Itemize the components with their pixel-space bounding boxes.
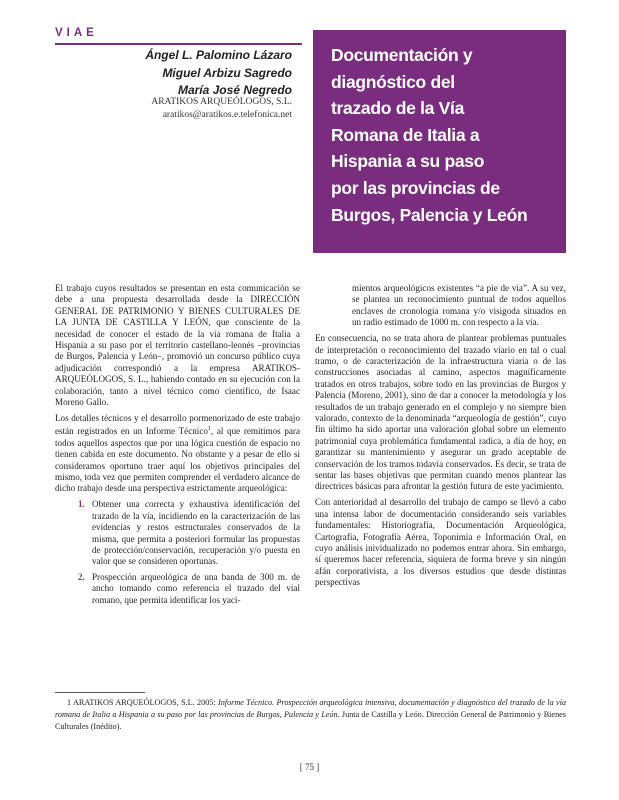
- author-name: María José Negredo: [177, 83, 292, 97]
- list-item: [55, 572, 300, 606]
- footnote-author: ARATIKOS ARQUEÓLOGOS, S.L. 2005:: [73, 698, 218, 707]
- footnote-reference: 1: [207, 426, 211, 433]
- author-name: Miguel Arbizu Sagredo: [162, 65, 292, 80]
- footnote: [55, 697, 566, 733]
- paragraph-text: , al que remitimos para todos aquellos aspectos que por una lógica cuestión de espacio no tienen cabida en este documento. No obstante y a pesar de ello si consideramos oportuno traer aquí los objetivos principales del mismo, toda vez que permiten comprender el verdadero alcance de dicho trabajo desde una perspectiva estrictamente arqueológica:: [55, 426, 300, 494]
- list-item-continuation: mientos arqueológicos existentes “a pie de vía”. A su vez, se plantea un reconocimiento puntual de todos aquellos enclaves de cronología romana y/o visigoda situados en un radio estimado de 1000 m. con respecto a la vía.: [352, 283, 566, 328]
- list-item-text: Obtener una correcta y exhaustiva identificación del trazado de la vía, incidiendo en la caracterización de las evidencias y restos estructurales conservados de la misma, que permita a posteriori formular las propuestas de protección/conservación, recuperación y/o puesta en valor que se consideren oportunas.: [92, 499, 300, 567]
- list-number: 1.: [78, 499, 85, 510]
- section-label: VIAE: [55, 27, 98, 39]
- page-number: [ 75 ]: [299, 762, 320, 772]
- body-paragraph: Con anterioridad al desarrollo del trabajo de campo se llevó a cabo una intensa labor de documentación considerando seis variables fundamentales: Historiografía, Documentación Arqueológica, Cartografía, Fotografía Aérea, Toponimia e Información Oral, en cuyo análisis inividualizado no podemos entrar ahora. Sin embargo, sí queremos hacer referencia, siquiera de forma breve y sin ningún afán corporativista, a los diversos estudios que desde distintas perspectivas: [315, 497, 566, 588]
- affiliation: [52, 96, 292, 122]
- title-line: diagnóstico del: [331, 71, 455, 92]
- body-paragraph: El trabajo cuyos resultados se presentan en esta comunicación se debe a una propuesta desarrollada desde la DIRECCIÓN GENERAL DE PATRIMONIO Y BIENES CULTURALES DE LA JUNTA DE CASTILLA Y LEÓN, que consciente de la necesidad de conocer el estado de la vía romana de Italia a Hispania a su paso por el territorio castellano-leonés –provincias de Burgos, Palencia y León–, promovió un concurso público cuya adjudicación correspondió a la empresa ARATIKOS-ARQUEÓLOGOS, S. L., habiendo contado en su ejecución con la colaboración, tanto a nivel técnico como científico, de Isaac Moreno Gallo.: [55, 283, 300, 408]
- footnote-divider: [55, 692, 145, 693]
- body-paragraph: [55, 413, 300, 495]
- author-list: [52, 47, 292, 100]
- title-line: Hispania a su paso: [331, 151, 485, 172]
- footnote-source: . Junta de Castilla y León. Dirección General de Patrimonio y Bienes Culturales (Inédito).: [55, 710, 566, 731]
- body-column-right: [315, 283, 566, 593]
- header-rule: [55, 43, 302, 45]
- body-paragraph: En consecuencia, no se trata ahora de plantear problemas puntuales de interpretación o reconocimiento del trazado viario en tal o cual tramo, o de caracterización de la infraestructura viaria o de las construcciones asociadas al camino, aspectos magníficamente tratados en otros trabajos, sobre todo en las provincias de Burgos y Palencia (Moreno, 2001), sino de dar a conocer la metodología y los resultados de un trabajo generado en el complejo y no siempre bien valorado, contexto de la denominada “arqueología de gestión”, cuyo fin último ha sido aportar una valoración global sobre un elemento patrimonial cuya problemática fundamental radica, a día de hoy, en garantizar su mantenimiento y asegurar un grado aceptable de conservación de los tramos todavía conservados. Es decir, se trata de sentar las bases objetivas que permitan cuando menos plantear las directrices básicas para afrontar la gestión futura de este yacimiento.: [315, 333, 566, 492]
- title-line: Burgos, Palencia y León: [331, 204, 528, 225]
- title-line: trazado de la Vía: [331, 98, 465, 119]
- title-panel: [313, 30, 566, 253]
- body-column-left: [55, 283, 300, 610]
- list-item-text: Prospección arqueológica de una banda de 300 m. de ancho tomando como referencia el trazado del vial romano, que permita identificar los yaci-: [92, 571, 300, 605]
- list-number: 2.: [78, 571, 85, 582]
- paragraph-text: Los detalles técnicos y el desarrollo pormenorizado de este trabajo están registrados en un Informe Técnico: [55, 412, 300, 437]
- objectives-list: [55, 499, 300, 606]
- footnote-title: Informe Técnico. Prospección arqueológica intensiva, documentación y diagnóstico del trazado de la vía romana de Italia a Hispania a su paso por las provincias de Burgos, Palencia y León: [55, 698, 566, 719]
- organization: ARATIKOS ARQUEÓLOGOS, S.L.: [151, 97, 292, 107]
- list-item: [55, 499, 300, 567]
- article-title: [331, 42, 556, 228]
- title-line: por las provincias de: [331, 177, 500, 198]
- footnote-mark: 1: [67, 698, 72, 707]
- title-line: Romana de Italia a: [331, 124, 480, 145]
- email-address: aratikos@aratikos.e.telefonica.net: [162, 110, 292, 120]
- author-name: Ángel L. Palomino Lázaro: [145, 48, 292, 62]
- title-line: Documentación y: [331, 45, 473, 65]
